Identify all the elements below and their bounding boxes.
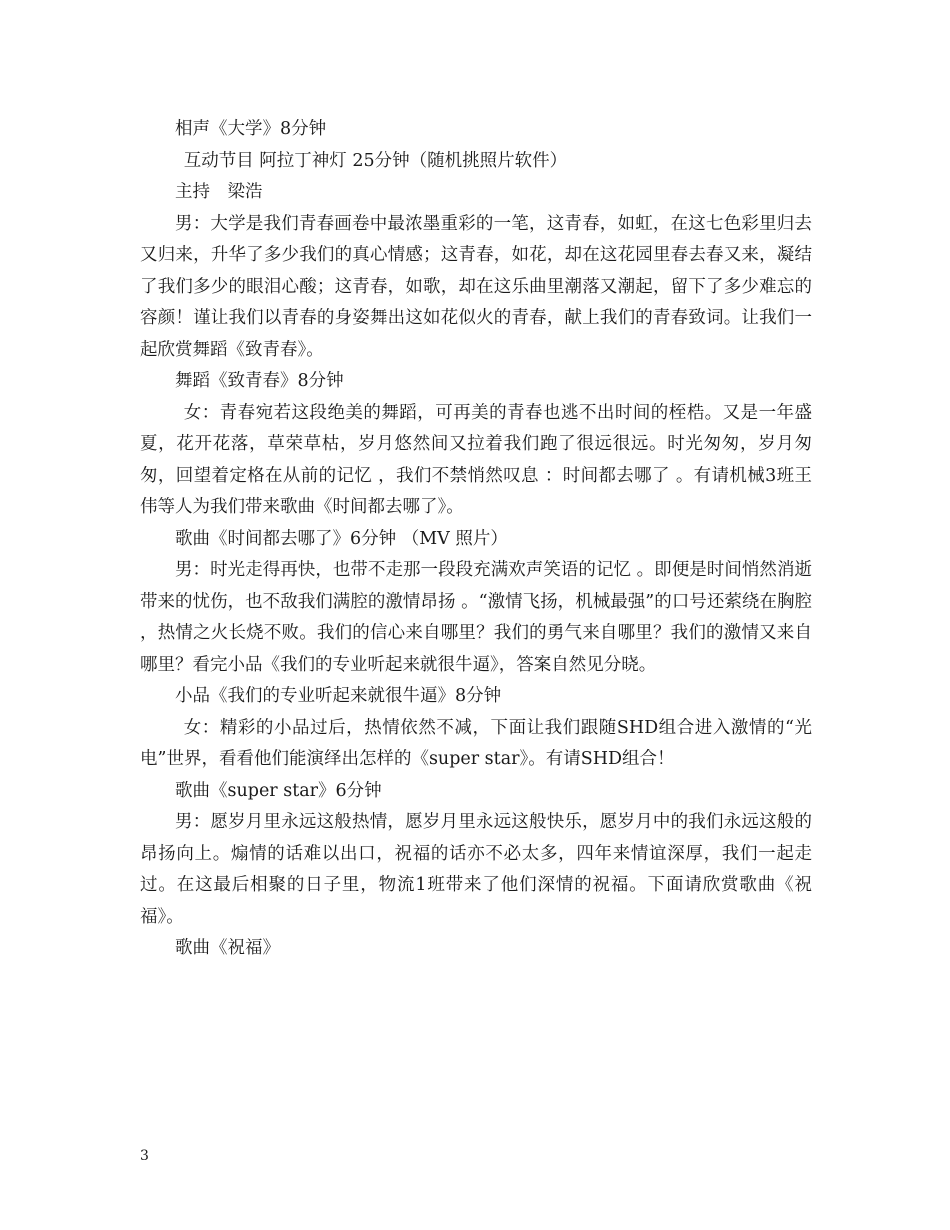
host-speech-male-3: 男：愿岁月里永远这般热情，愿岁月里永远这般快乐，愿岁月中的我们永远这般的昂扬向上。煽情的话难以出口，祝福的话亦不必太多，四年来情谊深厚，我们一起走过。在这最后相聚的日子里，物流1班带来了他们深情的祝福。下面请欣赏歌曲《祝福》。 <box>140 812 812 927</box>
document-body <box>140 114 812 965</box>
page-number: 3 <box>140 1148 149 1164</box>
program-item-song-star: 歌曲《super star》6分钟 <box>175 780 382 801</box>
program-item-dance: 舞蹈《致青春》8分钟 <box>175 371 344 391</box>
host-speech-female-2: 女：精彩的小品过后，热情依然不减，下面让我们跟随SHD组合进入激情的“光电”世界，看看他们能演绎出怎样的《super star》。有请SHD组合！ <box>140 717 812 769</box>
program-item-song-time: 歌曲《时间都去哪了》6分钟 （MV 照片） <box>175 528 508 549</box>
program-item-skit: 小品《我们的专业听起来就很牛逼》8分钟 <box>175 686 502 706</box>
host-speech-male-2: 男：时光走得再快，也带不走那一段段充满欢声笑语的记忆 。即便是时间悄然消逝带来的忧伤，也不敌我们满腔的激情昂扬 。“激情飞扬，机械最强”的口号还萦绕在胸腔 ，热情之火长烧不败。我们的信心来自哪里？我们的勇气来自哪里？我们的激情又来自哪里？看完小品《我们的专业听起来就很牛逼》，答案自然见分晓。 <box>140 560 812 675</box>
host-line: 主持 梁浩 <box>175 182 263 202</box>
host-speech-female-1: 女：青春宛若这段绝美的舞蹈，可再美的青春也逃不出时间的桎梏。又是一年盛夏，花开花落，草荣草枯，岁月悠然间又拉着我们跑了很远很远。时光匆匆，岁月匆匆，回望着定格在从前的记忆 ，我们不禁悄然叹息 ：时间都去哪了 。有请机械3班王伟等人为我们带来歌曲《时间都去哪了》。 <box>140 402 812 517</box>
host-speech-male-1: 男：大学是我们青春画卷中最浓墨重彩的一笔，这青春，如虹，在这七色彩里归去又归来，升华了多少我们的真心情感；这青春，如花，却在这花园里春去春又来，凝结了我们多少的眼泪心酸；这青春，如歌，却在这乐曲里潮落又潮起，留下了多少难忘的容颜！谨让我们以青春的身姿舞出这如花似火的青春，献上我们的青春致词。让我们一起欣赏舞蹈《致青春》。 <box>140 213 812 360</box>
program-item-crosstalk: 相声《大学》8分钟 <box>175 119 327 139</box>
program-item-song-blessing: 歌曲《祝福》 <box>175 938 280 958</box>
program-item-interactive: 互动节目 阿拉丁神灯 25分钟（随机挑照片软件） <box>183 150 568 171</box>
